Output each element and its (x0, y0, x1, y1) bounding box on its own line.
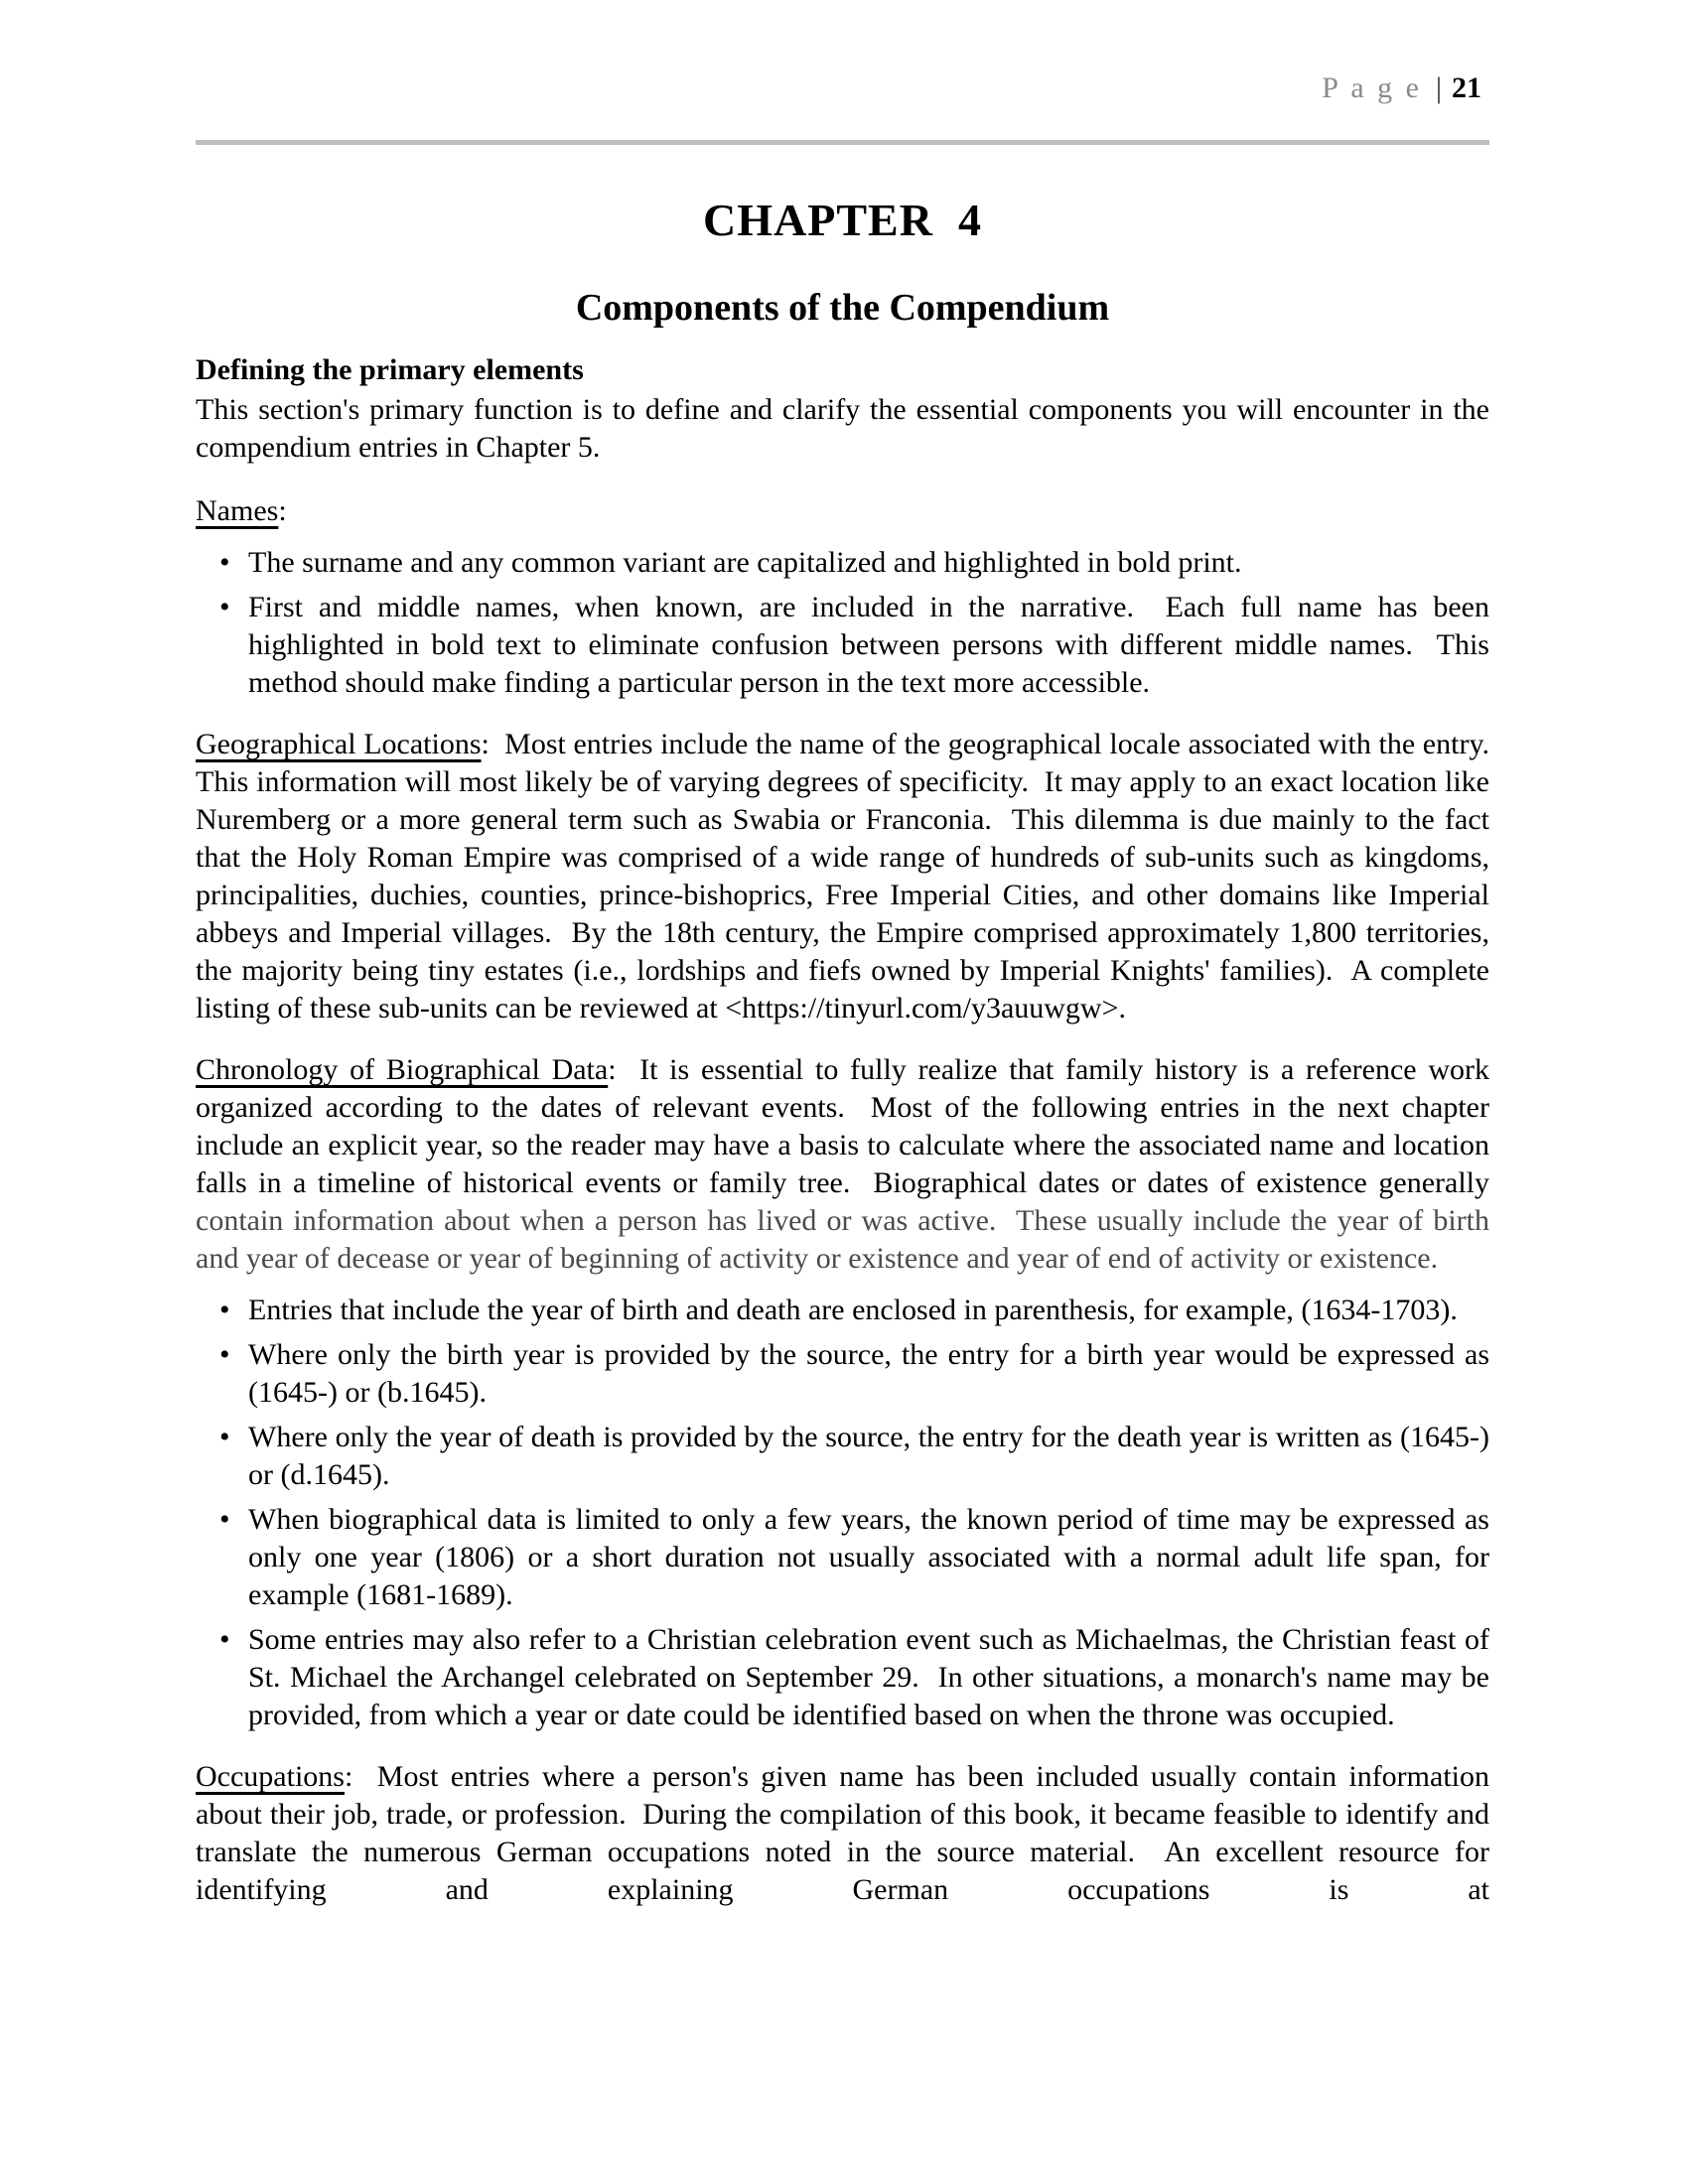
intro-paragraph: This section's primary function is to define and clarify the essential components you will encounter in the compendium entries in Chapter 5. (196, 393, 1497, 464)
chapter-title: CHAPTER 4 (703, 195, 982, 245)
list-item: • First and middle names, when known, are included in the narrative. Each full name has been highlighted in bold text to eliminate confusion between persons with different middle names. This method should make finding a particular person in the text more accessible. (196, 589, 1489, 702)
page-header (196, 69, 1489, 107)
list-item: • Some entries may also refer to a Christian celebration event such as Michaelmas, the Christian feast of St. Michael the Archangel celebrated on September 29. In other situations, a monarch's name may be provided, from which a year or date could be identified based on when the throne was occupied. (196, 1621, 1489, 1734)
occupations-colon: : (344, 1760, 353, 1793)
names-colon: : (278, 494, 287, 527)
geographical-colon: : (481, 728, 490, 760)
chronology-term: Chronology of Biographical Data (196, 1053, 609, 1086)
chronology-paragraph (196, 1051, 1497, 1278)
chronology-bullet-list (196, 1292, 1497, 1734)
geographical-paragraph (196, 726, 1504, 1027)
chapter-subtitle: Components of the Compendium (575, 287, 1110, 329)
chronology-text-muted: contain information about when a person has lived or was active. These usually include the year of birth and year of decease or year of beginning of activity or existence and year of end of activity or existence. (196, 1204, 1497, 1275)
names-heading (196, 492, 1489, 530)
list-item: • Where only the year of death is provided by the source, the entry for the death year is written as (1645-) or (d.1645). (196, 1419, 1489, 1494)
header-divider (196, 140, 1489, 145)
list-item: • Entries that include the year of birth and death are enclosed in parenthesis, for example, (1634-1703). (196, 1292, 1489, 1329)
occupations-text: Most entries where a person's given name has been included usually contain information about their job, trade, or profession. During the compilation of this book, it became feasible to identify and translate the numerous German occupations noted in the source material. An excellent resource for identifying and explaining German occupations is at (196, 1760, 1497, 1906)
geographical-text: Most entries include the name of the geographical locale associated with the entry. This information will most likely be of varying degrees of specificity. It may apply to an exact location like Nuremberg or a more general term such as Swabia or Franconia. This dilemma is due mainly to the fact that the Holy Roman Empire was comprised of a wide range of hundreds of sub-units such as kingdoms, principalities, duchies, counties, prince-bishoprics, Free Imperial Cities, and other domains like Imperial abbeys and Imperial villages. By the 18th century, the Empire comprised approximately 1,800 territories, the majority being tiny estates (i.e., lordships and fiefs owned by Imperial Knights' families). A complete listing of these sub-units can be reviewed at <https://tinyurl.com/y3auuwgw>. (196, 728, 1504, 1024)
chronology-colon: : (608, 1053, 617, 1086)
names-bullet-list (196, 544, 1497, 702)
occupations-term: Occupations (196, 1760, 345, 1793)
page-header-separator: | (1435, 71, 1442, 104)
names-term: Names (196, 494, 279, 527)
list-item: • Where only the birth year is provided by the source, the entry for a birth year would be expressed as (1645-) or (b.1645). (196, 1336, 1489, 1412)
occupations-paragraph (196, 1758, 1497, 1909)
geographical-term: Geographical Locations (196, 728, 482, 760)
section-heading-defining: Defining the primary elements (196, 353, 584, 386)
chronology-text: It is essential to fully realize that family history is a reference work organized according to the dates of relevant events. Most of the following entries in the next chapter include an explicit year, so the reader may have a basis to calculate where the associated name and location falls in a timeline of historical events or family tree. Biographical dates or dates of existence generally (196, 1053, 1497, 1199)
page-number: 21 (1452, 71, 1481, 104)
page-header-word: P a g e (1322, 71, 1422, 104)
list-item: • When biographical data is limited to only a few years, the known period of time may be expressed as only one year (1806) or a short duration not usually associated with a normal adult life span, for example (1681-1689). (196, 1501, 1489, 1614)
list-item: • The surname and any common variant are capitalized and highlighted in bold print. (196, 544, 1489, 582)
